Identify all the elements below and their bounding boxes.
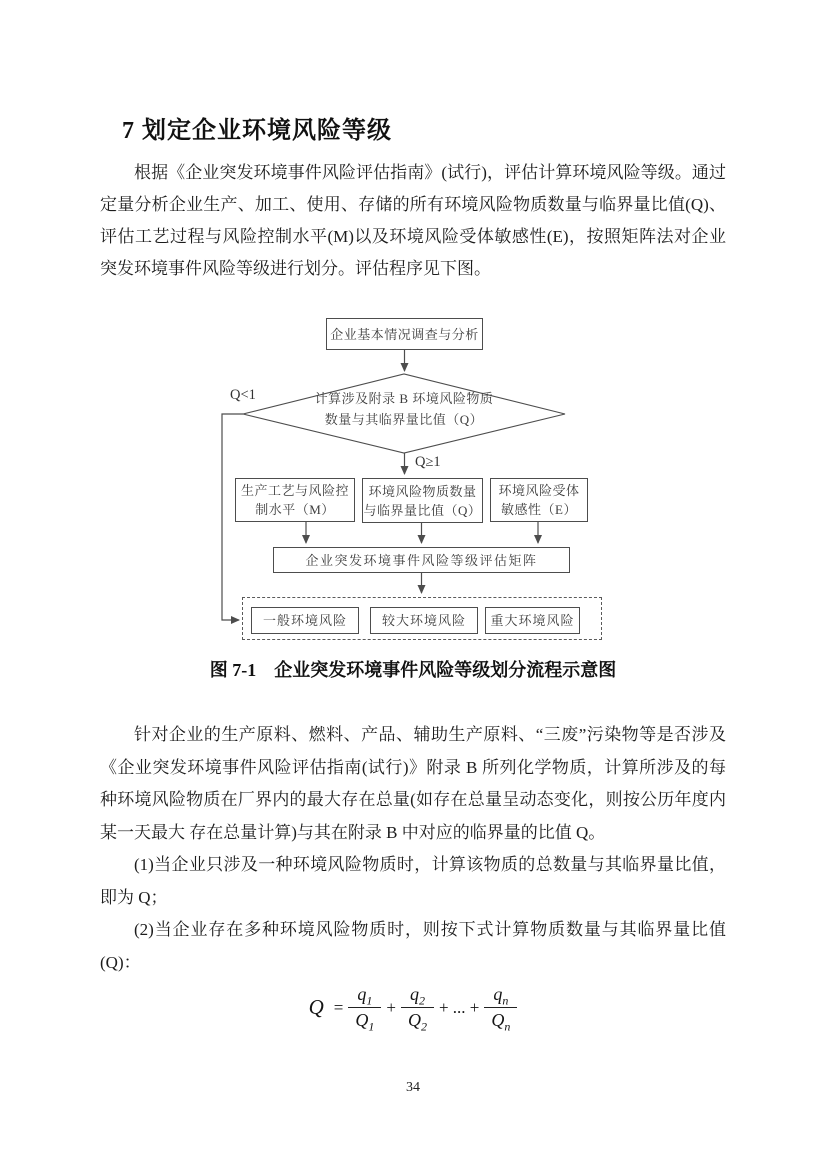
flow-decision-line2: 数量与其临界量比值（Q） (324, 412, 484, 427)
flow-box-receptor-e (490, 478, 588, 522)
flow-result-major-label: 重大环境风险 (490, 613, 575, 628)
flow-box-survey-label: 企业基本情况调查与分析 (330, 326, 479, 342)
flow-box-survey (326, 318, 483, 350)
formula-fraction-1 (348, 984, 381, 1034)
flow-label-q-ge-1: Q≥1 (415, 454, 441, 470)
flow-box-m-line2: 制水平（M） (255, 502, 335, 517)
formula-fraction-n (484, 984, 517, 1034)
formula-ellipsis: + ... + (438, 997, 480, 1017)
paragraph-item-1: (1)当企业只涉及一种环境风险物质时，计算该物质的总数量与其临界量比值，即为 Q； (100, 855, 726, 907)
flow-box-e-line2: 敏感性（E） (501, 502, 577, 517)
flowchart-figure (205, 315, 605, 645)
frac1-den-sub: 1 (368, 1019, 375, 1034)
section-heading: 7 划定企业环境风险等级 (122, 118, 392, 144)
flow-label-q-lt-1: Q<1 (230, 387, 256, 403)
flow-box-q-line2: 与临界量比值（Q） (363, 502, 482, 518)
fracn-num-sub: n (502, 993, 509, 1008)
paragraph-q-definition: 针对企业的生产原料、燃料、产品、辅助生产原料、“三废”污染物等是否涉及《企业突发环境事件风险评估指南(试行)》附录 B 所列化学物质，计算所涉及的每种环境风险物质在厂界内的最大存在总量(如存在总量呈动态变化，则按公历年度内某一天最大 存在总量计算)与其在附录 B 中对应的临界量的比值 Q。 (100, 725, 726, 842)
formula-plus-1: + (386, 997, 396, 1017)
formula-fraction-2 (401, 984, 434, 1034)
frac1-num-sub: 1 (366, 993, 373, 1008)
flow-result-general (251, 607, 359, 634)
flow-box-process-level-m (235, 478, 355, 522)
fracn-num: q (493, 984, 503, 1004)
frac1-num: q (357, 984, 367, 1004)
flow-box-q-line1: 环境风险物质数量 (368, 483, 477, 499)
fracn-den: Q (491, 1010, 505, 1030)
flow-decision-text (263, 388, 545, 430)
flow-decision-line1: 计算涉及附录 B 环境风险物质 (314, 391, 494, 406)
page-number: 34 (406, 1080, 420, 1095)
flow-result-larger (370, 607, 478, 634)
flow-result-major (485, 607, 580, 634)
frac1-den: Q (355, 1010, 369, 1030)
paragraph-item-2: (2)当企业存在多种环境风险物质时，则按下式计算物质数量与其临界量比值(Q)： (100, 920, 726, 972)
frac2-den-sub: 2 (420, 1019, 427, 1034)
flow-box-substance-q (362, 478, 483, 523)
body-text (100, 719, 726, 979)
flow-result-general-label: 一般环境风险 (262, 613, 347, 628)
flow-box-m-line1: 生产工艺与风险控 (240, 483, 349, 498)
frac2-num-sub: 2 (418, 993, 425, 1008)
paragraph-intro: 根据《企业突发环境事件风险评估指南》(试行)，评估计算环境风险等级。通过定量分析企业生产、加工、使用、存储的所有环境风险物质数量与临界量比值(Q)、评估工艺过程与风险控制水平(M)以及环境风险受体敏感性(E)，按照矩阵法对企业突发环境事件风险等级进行划分。评估程序见下图。 (100, 163, 726, 278)
figure-caption: 图 7-1 企业突发环境事件风险等级划分流程示意图 (209, 660, 617, 680)
flow-result-larger-label: 较大环境风险 (381, 613, 466, 628)
fracn-den-sub: n (504, 1019, 511, 1034)
frac2-num: q (409, 984, 419, 1004)
formula-q-sum (100, 984, 726, 1034)
formula-equals: = (333, 997, 344, 1017)
flow-box-e-line1: 环境风险受体 (498, 483, 580, 498)
flow-box-matrix-label: 企业突发环境事件风险等级评估矩阵 (305, 552, 538, 568)
flow-box-matrix (273, 547, 570, 573)
frac2-den: Q (407, 1010, 421, 1030)
formula-lhs: Q (308, 995, 324, 1019)
